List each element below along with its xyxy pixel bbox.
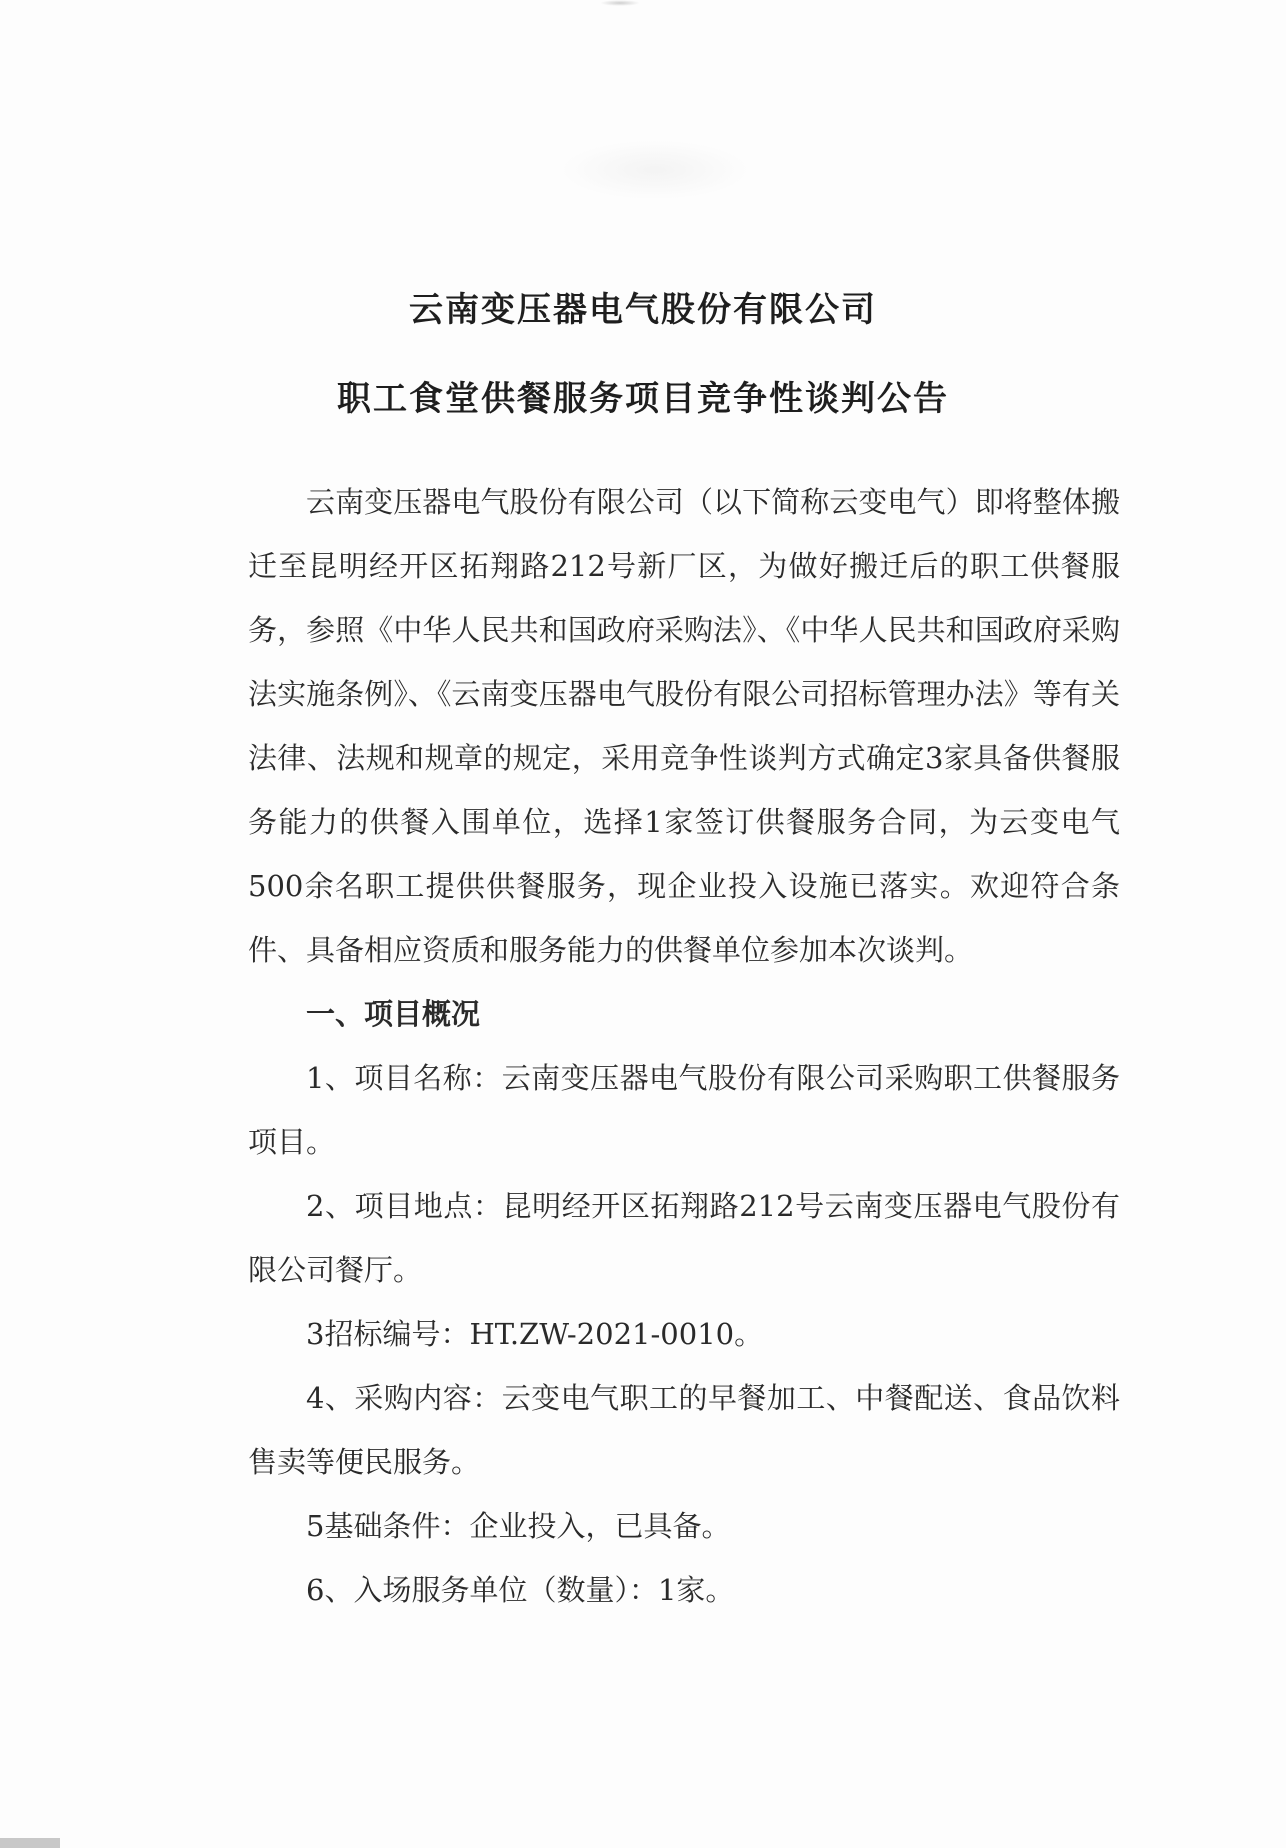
document-title-company: 云南变压器电气股份有限公司	[409, 290, 877, 330]
scan-smudge	[560, 140, 750, 200]
item-service-units-count: 6、入场服务单位（数量）：1家。	[306, 1573, 735, 1607]
document-body	[248, 470, 1120, 1622]
item-project-location: 2、项目地点：昆明经开区拓翔路212号云南变压器电气股份有限公司餐厅。	[248, 1189, 1120, 1287]
item-tender-number: 3招标编号：HT.ZW-2021-0010。	[306, 1317, 764, 1351]
document-title-announcement: 职工食堂供餐服务项目竞争性谈判公告	[337, 379, 949, 419]
scan-artifact	[600, 0, 640, 6]
item-procurement-content: 4、采购内容：云变电气职工的早餐加工、中餐配送、食品饮料售卖等便民服务。	[248, 1381, 1120, 1479]
scan-edge-mark	[0, 1838, 60, 1848]
item-project-name: 1、项目名称：云南变压器电气股份有限公司采购职工供餐服务项目。	[248, 1061, 1120, 1159]
section-heading-project-overview: 一、项目概况	[306, 997, 481, 1031]
intro-paragraph: 云南变压器电气股份有限公司（以下简称云变电气）即将整体搬迁至昆明经开区拓翔路212号新厂区，为做好搬迁后的职工供餐服务，参照《中华人民共和国政府采购法》、《中华人民共和国政府采购法实施条例》、《云南变压器电气股份有限公司招标管理办法》等有关法律、法规和规章的规定，采用竞争性谈判方式确定3家具备供餐服务能力的供餐入围单位，选择1家签订供餐服务合同，为云变电气500余名职工提供供餐服务，现企业投入设施已落实。欢迎符合条件、具备相应资质和服务能力的供餐单位参加本次谈判。	[248, 485, 1120, 967]
item-basic-conditions: 5基础条件：企业投入，已具备。	[306, 1509, 731, 1543]
